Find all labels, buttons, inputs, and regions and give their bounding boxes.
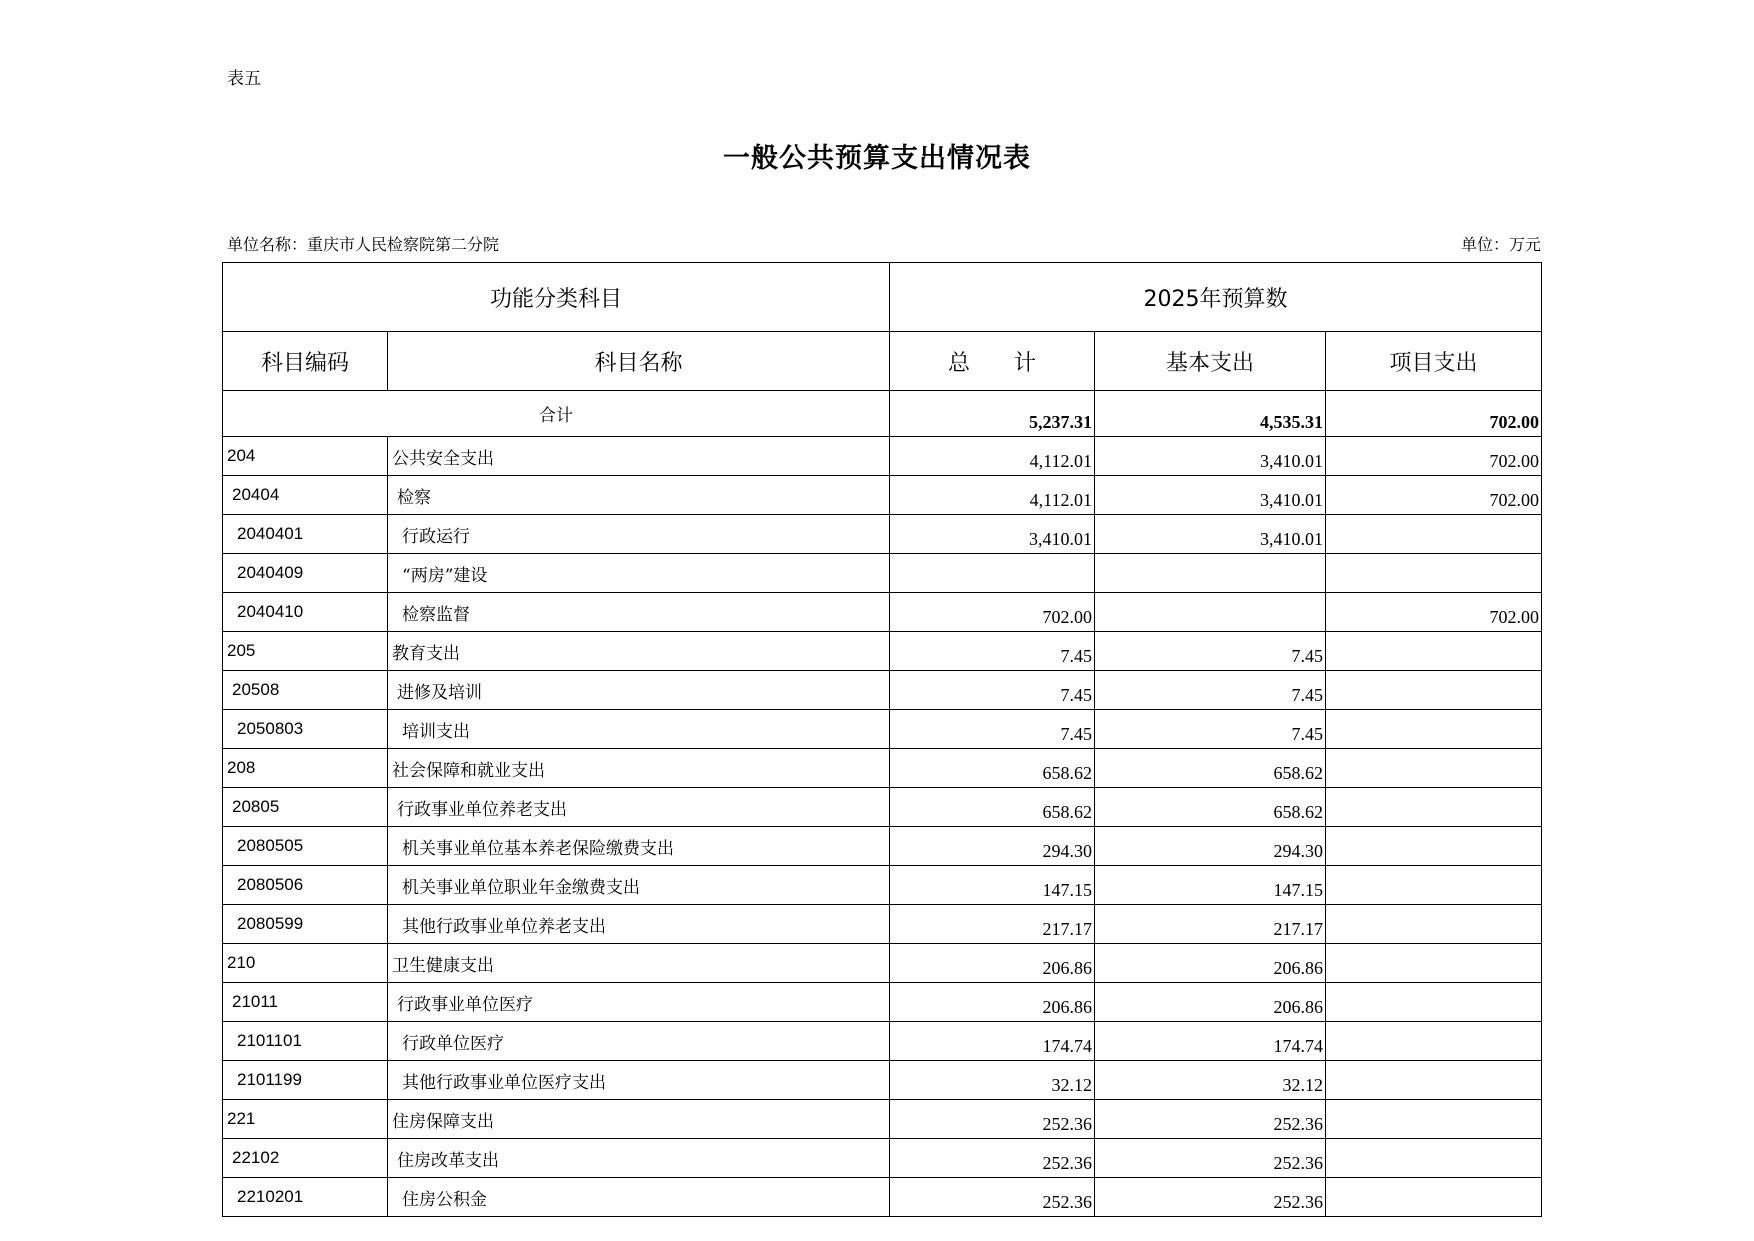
row-code: 2040401 <box>223 515 388 554</box>
row-project <box>1326 827 1542 866</box>
row-name: 培训支出 <box>388 710 890 749</box>
row-basic: 147.15 <box>1095 866 1326 905</box>
row-total: 206.86 <box>890 983 1095 1022</box>
row-code: 2101101 <box>223 1022 388 1061</box>
row-code: 221 <box>223 1100 388 1139</box>
row-basic: 252.36 <box>1095 1178 1326 1217</box>
row-code: 20508 <box>223 671 388 710</box>
row-name: 机关事业单位职业年金缴费支出 <box>388 866 890 905</box>
row-project <box>1326 944 1542 983</box>
row-name: 社会保障和就业支出 <box>388 749 890 788</box>
row-name: 卫生健康支出 <box>388 944 890 983</box>
row-code: 204 <box>223 437 388 476</box>
row-total: 252.36 <box>890 1178 1095 1217</box>
row-name: 进修及培训 <box>388 671 890 710</box>
row-code: 208 <box>223 749 388 788</box>
row-project <box>1326 788 1542 827</box>
row-code: 205 <box>223 632 388 671</box>
row-project <box>1326 671 1542 710</box>
row-name: 住房改革支出 <box>388 1139 890 1178</box>
row-name: 教育支出 <box>388 632 890 671</box>
row-code: 21011 <box>223 983 388 1022</box>
row-basic: 174.74 <box>1095 1022 1326 1061</box>
row-basic: 658.62 <box>1095 788 1326 827</box>
column-header-basic: 基本支出 <box>1095 332 1326 391</box>
row-total: 7.45 <box>890 671 1095 710</box>
row-total: 3,410.01 <box>890 515 1095 554</box>
row-project <box>1326 554 1542 593</box>
row-basic: 7.45 <box>1095 671 1326 710</box>
unit-name: 单位名称：重庆市人民检察院第二分院 <box>227 235 500 254</box>
unit-measure: 单位：万元 <box>1460 235 1541 254</box>
row-total: 4,112.01 <box>890 476 1095 515</box>
row-total: 294.30 <box>890 827 1095 866</box>
row-name: 行政事业单位养老支出 <box>388 788 890 827</box>
total-row <box>223 391 1542 437</box>
row-code: 2080505 <box>223 827 388 866</box>
table-row <box>223 437 1542 476</box>
row-name: 住房公积金 <box>388 1178 890 1217</box>
table-row <box>223 476 1542 515</box>
row-code: 2080599 <box>223 905 388 944</box>
row-basic: 3,410.01 <box>1095 476 1326 515</box>
row-basic: 294.30 <box>1095 827 1326 866</box>
table-row <box>223 671 1542 710</box>
row-basic: 7.45 <box>1095 632 1326 671</box>
table-row <box>223 1139 1542 1178</box>
table-row <box>223 1022 1542 1061</box>
row-basic: 217.17 <box>1095 905 1326 944</box>
table-row <box>223 593 1542 632</box>
row-project <box>1326 1061 1542 1100</box>
row-basic: 32.12 <box>1095 1061 1326 1100</box>
row-project: 702.00 <box>1326 437 1542 476</box>
row-basic: 252.36 <box>1095 1139 1326 1178</box>
table-row <box>223 1178 1542 1217</box>
row-total: 7.45 <box>890 632 1095 671</box>
column-header-total: 总 计 <box>890 332 1095 391</box>
row-name: 机关事业单位基本养老保险缴费支出 <box>388 827 890 866</box>
row-name: 检察监督 <box>388 593 890 632</box>
column-header-project: 项目支出 <box>1326 332 1542 391</box>
table-row <box>223 788 1542 827</box>
row-code: 2050803 <box>223 710 388 749</box>
row-name: 其他行政事业单位养老支出 <box>388 905 890 944</box>
column-header-name: 科目名称 <box>388 332 890 391</box>
row-name: “两房”建设 <box>388 554 890 593</box>
row-project <box>1326 905 1542 944</box>
table-row <box>223 515 1542 554</box>
total-project: 702.00 <box>1326 391 1542 437</box>
table-row <box>223 1061 1542 1100</box>
row-project: 702.00 <box>1326 476 1542 515</box>
total-label: 合计 <box>223 391 890 437</box>
row-total: 174.74 <box>890 1022 1095 1061</box>
row-name: 住房保障支出 <box>388 1100 890 1139</box>
row-code: 2040409 <box>223 554 388 593</box>
table-row <box>223 710 1542 749</box>
row-project <box>1326 1178 1542 1217</box>
header-columns-row <box>223 332 1542 391</box>
budget-table <box>222 262 1542 1217</box>
row-basic: 206.86 <box>1095 944 1326 983</box>
row-total <box>890 554 1095 593</box>
row-project <box>1326 710 1542 749</box>
row-total: 702.00 <box>890 593 1095 632</box>
row-name: 行政单位医疗 <box>388 1022 890 1061</box>
row-project <box>1326 515 1542 554</box>
table-row <box>223 827 1542 866</box>
header-group-row <box>223 263 1542 332</box>
row-basic: 252.36 <box>1095 1100 1326 1139</box>
row-name: 行政事业单位医疗 <box>388 983 890 1022</box>
row-total: 32.12 <box>890 1061 1095 1100</box>
total-basic: 4,535.31 <box>1095 391 1326 437</box>
column-header-code: 科目编码 <box>223 332 388 391</box>
row-code: 210 <box>223 944 388 983</box>
row-code: 2210201 <box>223 1178 388 1217</box>
row-project <box>1326 1139 1542 1178</box>
row-project: 702.00 <box>1326 593 1542 632</box>
row-project <box>1326 866 1542 905</box>
table-row <box>223 905 1542 944</box>
row-name: 公共安全支出 <box>388 437 890 476</box>
row-total: 217.17 <box>890 905 1095 944</box>
row-project <box>1326 749 1542 788</box>
row-project <box>1326 983 1542 1022</box>
row-code: 2040410 <box>223 593 388 632</box>
row-total: 658.62 <box>890 788 1095 827</box>
total-sum: 5,237.31 <box>890 391 1095 437</box>
row-total: 252.36 <box>890 1100 1095 1139</box>
row-basic: 3,410.01 <box>1095 437 1326 476</box>
header-group-budget-year: 2025年预算数 <box>890 263 1542 332</box>
table-row <box>223 983 1542 1022</box>
row-basic: 206.86 <box>1095 983 1326 1022</box>
row-code: 22102 <box>223 1139 388 1178</box>
row-basic <box>1095 554 1326 593</box>
row-total: 252.36 <box>890 1139 1095 1178</box>
row-code: 2101199 <box>223 1061 388 1100</box>
page-title: 一般公共预算支出情况表 <box>723 143 1031 174</box>
row-basic <box>1095 593 1326 632</box>
header-group-function-category: 功能分类科目 <box>223 263 890 332</box>
table-row <box>223 632 1542 671</box>
row-code: 20805 <box>223 788 388 827</box>
row-basic: 3,410.01 <box>1095 515 1326 554</box>
row-code: 2080506 <box>223 866 388 905</box>
page-label: 表五 <box>227 69 261 89</box>
row-name: 行政运行 <box>388 515 890 554</box>
row-total: 147.15 <box>890 866 1095 905</box>
row-name: 其他行政事业单位医疗支出 <box>388 1061 890 1100</box>
row-project <box>1326 1022 1542 1061</box>
table-row <box>223 944 1542 983</box>
row-total: 206.86 <box>890 944 1095 983</box>
table-row <box>223 554 1542 593</box>
row-basic: 7.45 <box>1095 710 1326 749</box>
row-total: 4,112.01 <box>890 437 1095 476</box>
row-total: 7.45 <box>890 710 1095 749</box>
row-name: 检察 <box>388 476 890 515</box>
row-total: 658.62 <box>890 749 1095 788</box>
row-project <box>1326 632 1542 671</box>
row-basic: 658.62 <box>1095 749 1326 788</box>
row-code: 20404 <box>223 476 388 515</box>
table-row <box>223 1100 1542 1139</box>
row-project <box>1326 1100 1542 1139</box>
table-row <box>223 749 1542 788</box>
table-row <box>223 866 1542 905</box>
